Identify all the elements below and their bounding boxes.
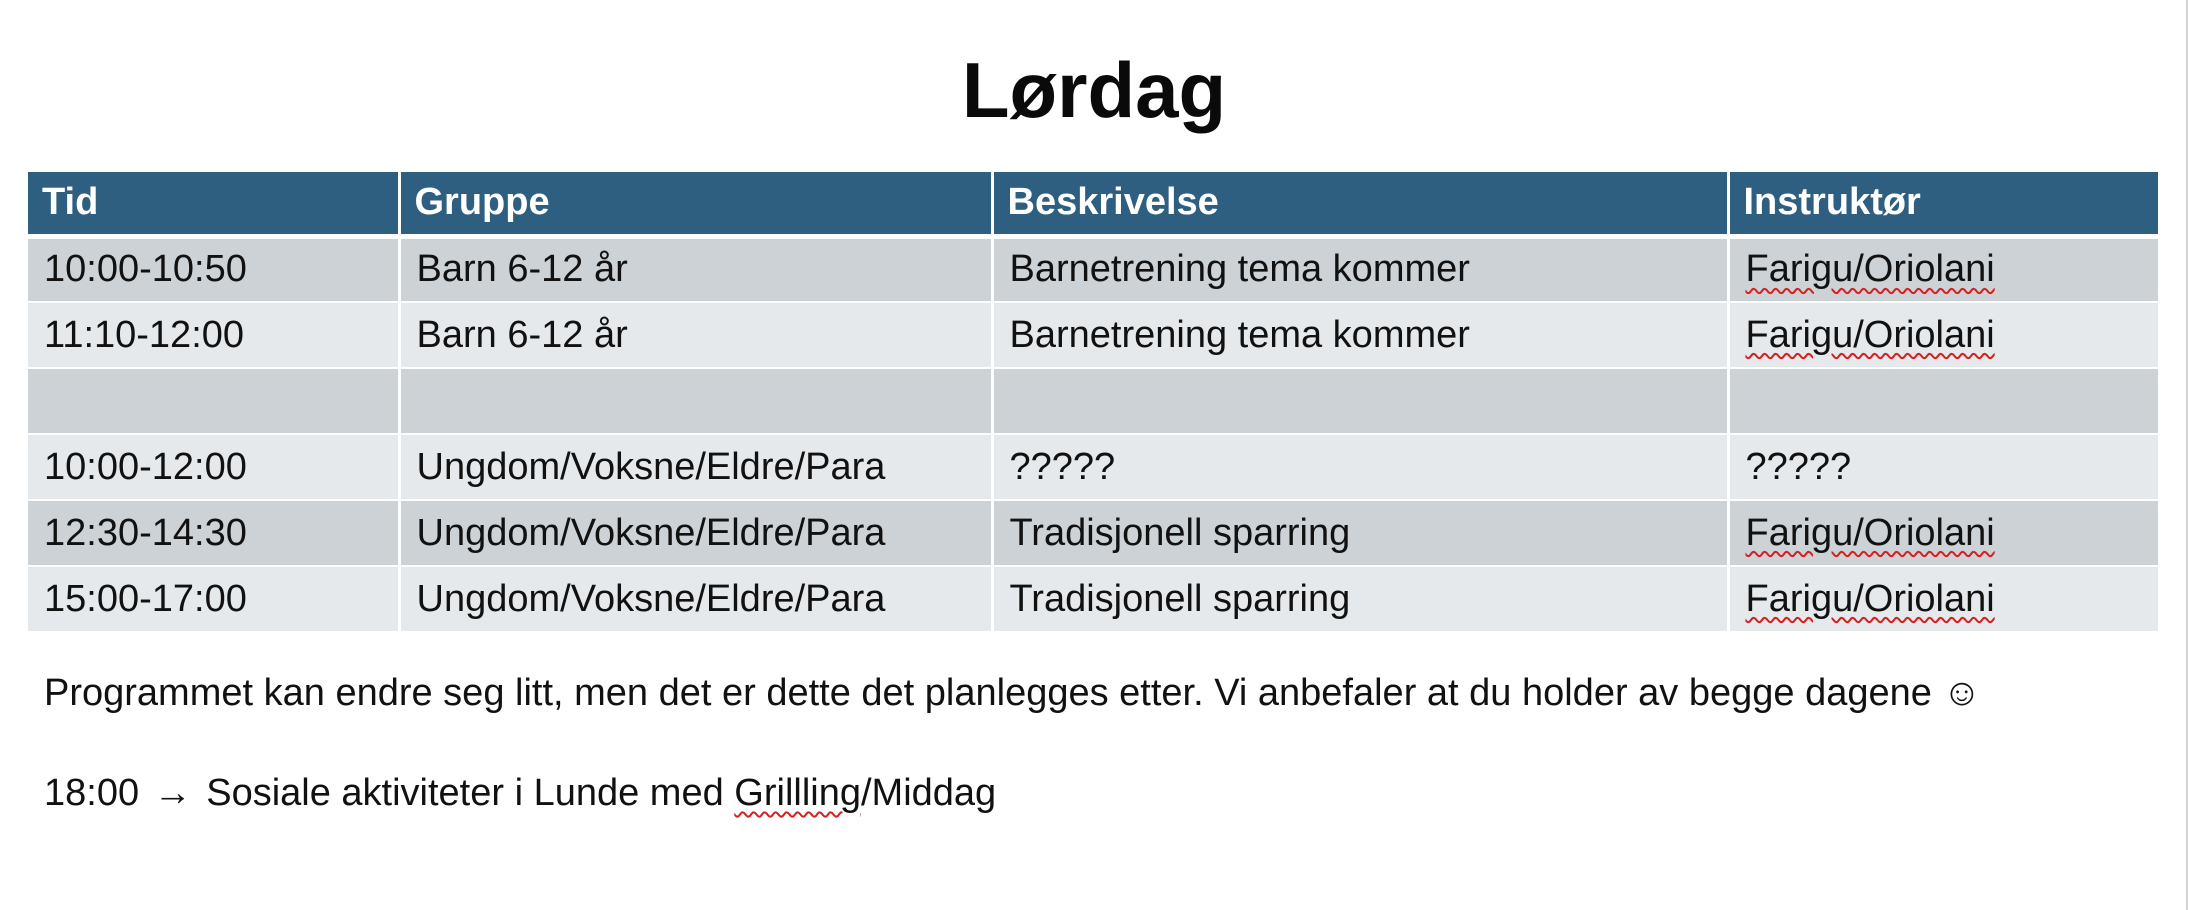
- cell-beskrivelse: Barnetrening tema kommer: [992, 302, 1728, 368]
- cell-tid: [28, 368, 399, 434]
- cell-gruppe: Barn 6-12 år: [399, 302, 992, 368]
- cell-beskrivelse: [992, 368, 1728, 434]
- cell-tid: 12:30-14:30: [28, 500, 399, 566]
- program-note: [44, 668, 1981, 718]
- header-beskrivelse: Beskrivelse: [992, 172, 1728, 236]
- instruktor-text: Farigu/Oriolani: [1745, 313, 1995, 356]
- cell-instruktor: [1728, 236, 2158, 302]
- arrow-right-icon: →: [153, 772, 192, 814]
- cell-tid: 15:00-17:00: [28, 566, 399, 632]
- cell-instruktor: ?????: [1728, 434, 2158, 500]
- activity-misspelled-word: Grillling: [734, 772, 861, 814]
- activity-text-after: /Middag: [861, 772, 997, 814]
- cell-gruppe: Ungdom/Voksne/Eldre/Para: [399, 566, 992, 632]
- instruktor-text: Farigu/Oriolani: [1745, 511, 1995, 554]
- table-row: [28, 566, 2158, 632]
- cell-instruktor: [1728, 368, 2158, 434]
- instruktor-text: Farigu/Oriolani: [1745, 577, 1995, 620]
- cell-instruktor: [1728, 500, 2158, 566]
- instruktor-text: Farigu/Oriolani: [1745, 248, 1995, 291]
- table-row: [28, 236, 2158, 302]
- smiley-icon: ☺: [1942, 672, 1982, 714]
- cell-gruppe: Ungdom/Voksne/Eldre/Para: [399, 500, 992, 566]
- cell-beskrivelse: Tradisjonell sparring: [992, 566, 1728, 632]
- activity-time: 18:00: [44, 772, 140, 814]
- schedule-table: [28, 172, 2158, 633]
- cell-tid: 10:00-12:00: [28, 434, 399, 500]
- cell-instruktor: [1728, 302, 2158, 368]
- header-tid: Tid: [28, 172, 399, 236]
- cell-beskrivelse: Barnetrening tema kommer: [992, 236, 1728, 302]
- table-row: [28, 434, 2158, 500]
- page-title: Lørdag: [961, 46, 1227, 134]
- cell-tid: 11:10-12:00: [28, 302, 399, 368]
- table-row: [28, 500, 2158, 566]
- table-row: [28, 302, 2158, 368]
- cell-gruppe: [399, 368, 992, 434]
- cell-beskrivelse: Tradisjonell sparring: [992, 500, 1728, 566]
- cell-beskrivelse: ?????: [992, 434, 1728, 500]
- cell-tid: 10:00-10:50: [28, 236, 399, 302]
- header-instruktor: Instruktør: [1728, 172, 2158, 236]
- activity-text: Sosiale aktiviteter i Lunde med: [206, 772, 724, 814]
- cell-instruktor: [1728, 566, 2158, 632]
- note-text: Programmet kan endre seg litt, men det er dette det planlegges etter. Vi anbefaler at du holder av begge dagene: [44, 672, 1932, 714]
- table-row-empty: [28, 368, 2158, 434]
- header-gruppe: Gruppe: [399, 172, 992, 236]
- table-header-row: [28, 172, 2158, 236]
- cell-gruppe: Ungdom/Voksne/Eldre/Para: [399, 434, 992, 500]
- social-activity: [44, 768, 996, 818]
- cell-gruppe: Barn 6-12 år: [399, 236, 992, 302]
